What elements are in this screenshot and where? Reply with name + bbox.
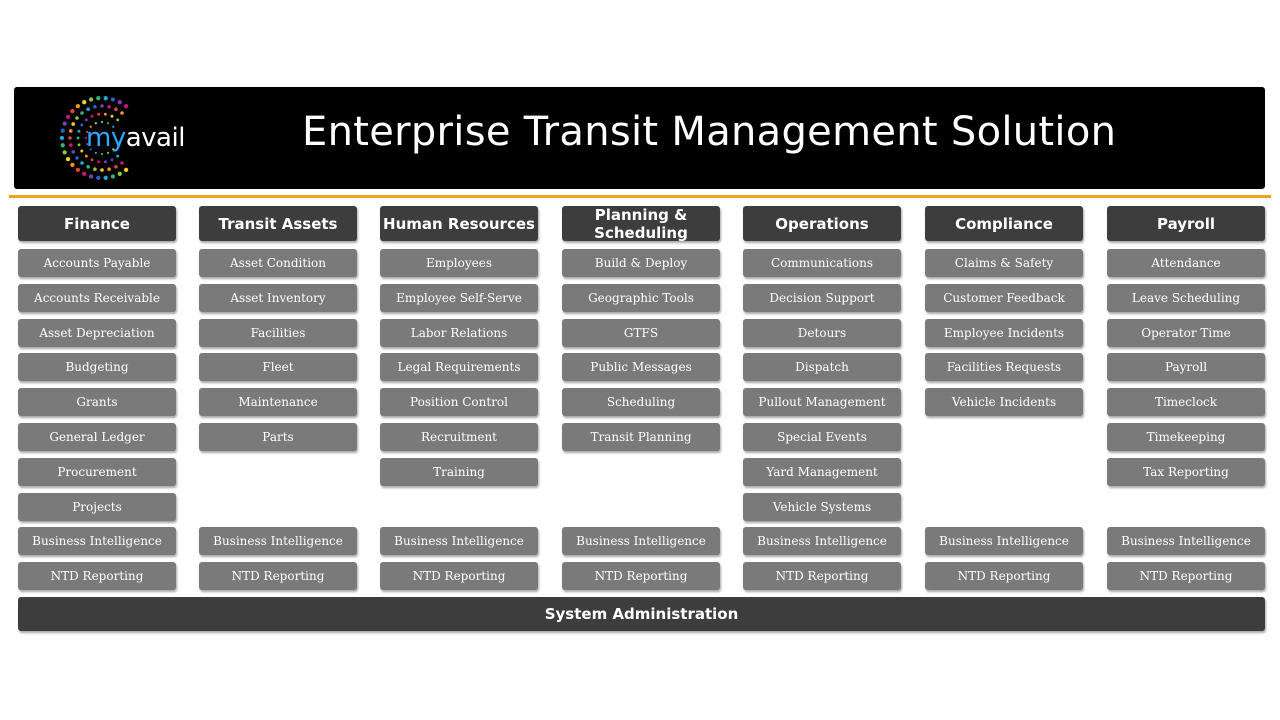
module-item[interactable]: Operator Time [1107, 319, 1265, 347]
module-item[interactable]: Vehicle Systems [743, 493, 901, 521]
module-item[interactable]: GTFS [562, 319, 720, 347]
logo-prefix: my [86, 123, 126, 153]
module-item[interactable]: Accounts Payable [18, 249, 176, 277]
module-item[interactable]: Maintenance [199, 388, 357, 416]
page-title: Enterprise Transit Management Solution [302, 109, 1117, 155]
module-item[interactable]: Labor Relations [380, 319, 538, 347]
module-item[interactable]: Grants [18, 388, 176, 416]
system-administration-bar[interactable]: System Administration [18, 597, 1265, 631]
module-item[interactable]: Transit Planning [562, 423, 720, 451]
module-item[interactable]: Geographic Tools [562, 284, 720, 312]
module-item[interactable]: Asset Condition [199, 249, 357, 277]
module-item[interactable]: Employee Self-Serve [380, 284, 538, 312]
module-item[interactable]: Communications [743, 249, 901, 277]
module-item[interactable]: Facilities Requests [925, 353, 1083, 381]
module-item[interactable]: Vehicle Incidents [925, 388, 1083, 416]
ntd-reporting-item[interactable]: NTD Reporting [562, 562, 720, 590]
module-item[interactable]: Training [380, 458, 538, 486]
module-item[interactable]: Claims & Safety [925, 249, 1083, 277]
business-intelligence-item[interactable]: Business Intelligence [562, 527, 720, 555]
module-item[interactable]: Facilities [199, 319, 357, 347]
module-item[interactable]: Asset Depreciation [18, 319, 176, 347]
business-intelligence-item[interactable]: Business Intelligence [18, 527, 176, 555]
module-item[interactable]: Decision Support [743, 284, 901, 312]
accent-divider [9, 195, 1271, 198]
module-item[interactable]: Employees [380, 249, 538, 277]
column-header[interactable]: Human Resources [380, 206, 538, 241]
module-item[interactable]: Scheduling [562, 388, 720, 416]
module-item[interactable]: Asset Inventory [199, 284, 357, 312]
module-item[interactable]: Fleet [199, 353, 357, 381]
module-item[interactable]: Pullout Management [743, 388, 901, 416]
column-header[interactable]: Finance [18, 206, 176, 241]
module-item[interactable]: Procurement [18, 458, 176, 486]
module-item[interactable]: Detours [743, 319, 901, 347]
module-item[interactable]: Dispatch [743, 353, 901, 381]
module-item[interactable]: Legal Requirements [380, 353, 538, 381]
business-intelligence-item[interactable]: Business Intelligence [1107, 527, 1265, 555]
column-header[interactable]: Payroll [1107, 206, 1265, 241]
ntd-reporting-item[interactable]: NTD Reporting [380, 562, 538, 590]
ntd-reporting-item[interactable]: NTD Reporting [743, 562, 901, 590]
business-intelligence-item[interactable]: Business Intelligence [743, 527, 901, 555]
business-intelligence-item[interactable]: Business Intelligence [380, 527, 538, 555]
module-item[interactable]: Recruitment [380, 423, 538, 451]
module-item[interactable]: Public Messages [562, 353, 720, 381]
module-item[interactable]: Parts [199, 423, 357, 451]
ntd-reporting-item[interactable]: NTD Reporting [199, 562, 357, 590]
module-item[interactable]: Special Events [743, 423, 901, 451]
module-item[interactable]: Projects [18, 493, 176, 521]
header-banner [14, 87, 1265, 189]
module-item[interactable]: Yard Management [743, 458, 901, 486]
logo-suffix: avail [125, 123, 185, 153]
module-item[interactable]: Leave Scheduling [1107, 284, 1265, 312]
module-item[interactable]: Timeclock [1107, 388, 1265, 416]
column-header[interactable]: Operations [743, 206, 901, 241]
business-intelligence-item[interactable]: Business Intelligence [925, 527, 1083, 555]
ntd-reporting-item[interactable]: NTD Reporting [925, 562, 1083, 590]
module-item[interactable]: Employee Incidents [925, 319, 1083, 347]
module-item[interactable]: Attendance [1107, 249, 1265, 277]
ntd-reporting-item[interactable]: NTD Reporting [1107, 562, 1265, 590]
module-item[interactable]: Customer Feedback [925, 284, 1083, 312]
module-item[interactable]: Position Control [380, 388, 538, 416]
myavail-logo [52, 93, 242, 183]
column-header[interactable]: Transit Assets [199, 206, 357, 241]
ntd-reporting-item[interactable]: NTD Reporting [18, 562, 176, 590]
module-item[interactable]: Timekeeping [1107, 423, 1265, 451]
column-header[interactable]: Compliance [925, 206, 1083, 241]
module-item[interactable]: General Ledger [18, 423, 176, 451]
module-item[interactable]: Budgeting [18, 353, 176, 381]
module-item[interactable]: Build & Deploy [562, 249, 720, 277]
business-intelligence-item[interactable]: Business Intelligence [199, 527, 357, 555]
module-item[interactable]: Payroll [1107, 353, 1265, 381]
module-item[interactable]: Tax Reporting [1107, 458, 1265, 486]
column-header[interactable]: Planning & Scheduling [562, 206, 720, 241]
module-item[interactable]: Accounts Receivable [18, 284, 176, 312]
